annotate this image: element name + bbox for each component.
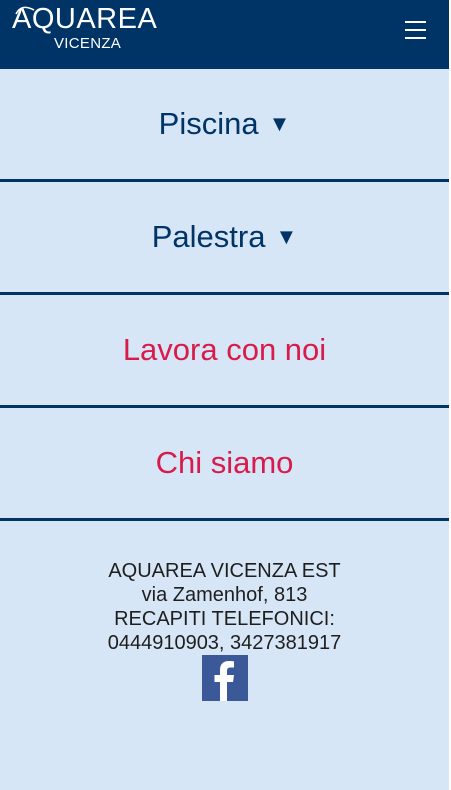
footer-address: via Zamenhof, 813 [141, 584, 308, 606]
brand-subtitle: VICENZA [54, 35, 122, 52]
brand-logo[interactable] [12, 2, 172, 56]
footer-phones[interactable]: 0444910903, 3427381917 [107, 632, 342, 654]
nav-item-chi-siamo[interactable] [0, 408, 449, 521]
nav-item-piscina[interactable] [0, 69, 449, 182]
footer-company-name: AQUAREA VICENZA EST [108, 560, 341, 582]
nav-item-lavora-con-noi[interactable] [0, 295, 449, 408]
nav-item-palestra[interactable] [0, 182, 449, 295]
hamburger-icon[interactable] [404, 17, 428, 43]
nav-item-label: Lavora con noi [122, 332, 327, 367]
brand-name: AQUAREA [12, 3, 158, 35]
footer-phones-label: RECAPITI TELEFONICI: [114, 608, 335, 630]
footer [0, 521, 449, 707]
header [0, 0, 449, 69]
nav-item-label: Palestra [151, 219, 266, 254]
nav-item-label: Piscina [158, 106, 259, 141]
caret-down-icon: ▼ [275, 224, 298, 249]
facebook-icon[interactable] [202, 655, 248, 701]
nav-item-label: Chi siamo [155, 445, 294, 480]
facebook-glyph-icon [202, 655, 248, 701]
caret-down-icon: ▼ [268, 111, 291, 136]
